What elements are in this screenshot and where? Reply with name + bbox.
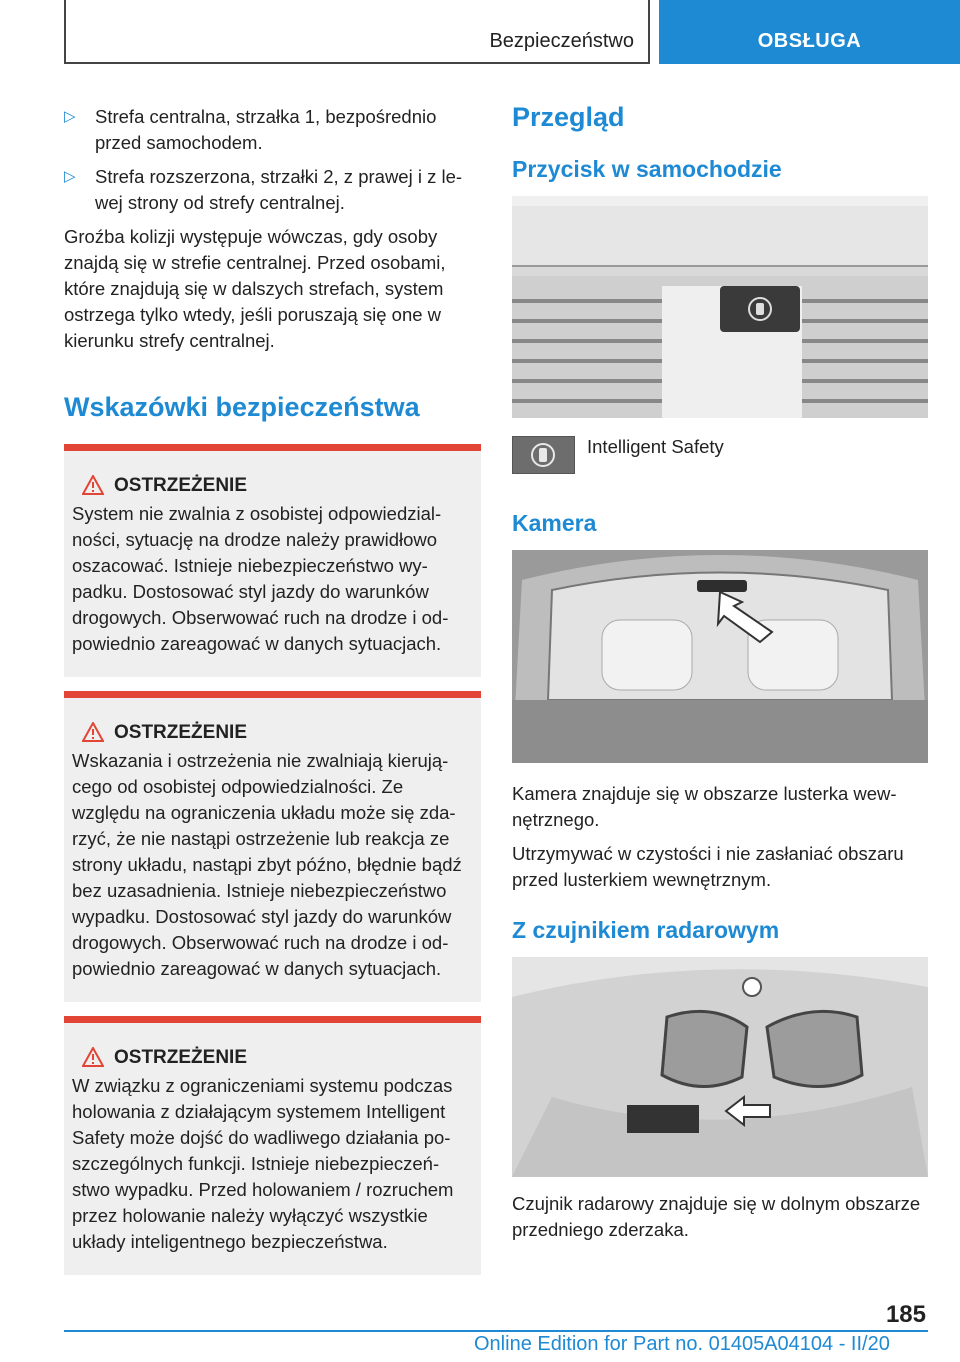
paragraph: Kamera znajduje się w obszarze lusterka wew-nętrznego. <box>512 783 897 830</box>
warning-text: System nie zwalnia z osobistej odpowiedzial-ności, sytuację na drodze należy prawidłowo oszacować. Istnieje niebezpieczeństwo wy-padku. Dostosować styl jazdy do warunków drogowych. Obserwować ruch na drodze i od-powiednio zareagować w danych sytuacjach. <box>72 503 449 654</box>
triangle-bullet-icon: ▷ <box>64 108 76 125</box>
warning-text: W związku z ograniczeniami systemu podczas holowania z działającym systemem Intelligent Safety może dojść do wadliwego działania po-szczególnych funkcji. Istnieje niebezpieczeń-stwo wypadku. Przed holowaniem / rozruchem przez holowanie należy wyłączyć wszystkie układy inteligentnego bezpieczeństwa. <box>72 1075 454 1252</box>
button-legend-label: Intelligent Safety <box>587 436 724 457</box>
footer-edition: Online Edition for Part no. 01405A04104 - II/20 <box>474 1333 890 1355</box>
intelligent-safety-button-icon <box>512 436 575 474</box>
warning-box <box>64 444 481 677</box>
triangle-bullet-icon: ▷ <box>64 168 76 185</box>
list-item <box>64 164 481 216</box>
header-frame <box>64 0 650 64</box>
warning-triangle-icon <box>82 722 104 742</box>
subsection-heading: Kamera <box>512 510 597 536</box>
warning-triangle-icon <box>82 1047 104 1067</box>
header-tab-label: OBSŁUGA <box>757 30 862 52</box>
right-column <box>512 100 928 1251</box>
bullet-text: Strefa centralna, strzałka 1, bezpośrednio przed samochodem. <box>95 106 437 153</box>
subsection-heading: Z czujnikiem radarowym <box>512 917 780 943</box>
bullet-text: Strefa rozszerzona, strzałki 2, z prawej i z le-wej strony od strefy centralnej. <box>95 166 463 213</box>
header-section-title: Bezpieczeństwo <box>489 30 634 52</box>
warning-title: OSTRZEŻENIE <box>72 473 473 499</box>
section-heading: Wskazówki bezpieczeństwa <box>64 392 420 422</box>
radar-location-image <box>512 957 928 1177</box>
button-legend <box>512 434 928 498</box>
footer-divider <box>64 1330 928 1332</box>
subsection-heading: Przycisk w samochodzie <box>512 156 782 182</box>
paragraph: Utrzymywać w czystości i nie zasłaniać obszaru przed lusterkiem wewnętrznym. <box>512 843 904 890</box>
warning-text: Wskazania i ostrzeżenia nie zwalniają kierują-cego od osobistej odpowiedzialności. Ze względu na ograniczenia układu może się zda-rzyć, że nie nastąpi ostrzeżenie lub reakcja ze strony układu, nastąpi zbyt późno, błędnie bądź bez uzasadnienia. Istnieje niebezpieczeństwo wypadku. Dostosować styl jazdy do warunków drogowych. Obserwować ruch na drodze i od-powiednio zareagować w danych sytuacjach. <box>72 750 462 979</box>
left-column <box>64 104 481 1275</box>
page-number: 185 <box>885 1301 926 1328</box>
warning-box <box>64 691 481 1002</box>
dashboard-button-image <box>512 196 928 418</box>
warning-box <box>64 1016 481 1275</box>
warning-triangle-icon <box>82 475 104 495</box>
section-heading: Przegląd <box>512 102 625 132</box>
header-tab[interactable] <box>659 0 960 64</box>
list-item <box>64 104 481 156</box>
warning-title: OSTRZEŻENIE <box>72 1045 473 1071</box>
warning-title: OSTRZEŻENIE <box>72 720 473 746</box>
paragraph: Czujnik radarowy znajduje się w dolnym obszarze przedniego zderzaka. <box>512 1193 921 1240</box>
camera-location-image <box>512 550 928 763</box>
paragraph: Groźba kolizji występuje wówczas, gdy osoby znajdą się w strefie centralnej. Przed osobami, które znajdują się w dalszych strefach, system ostrzega tylko wtedy, jeśli poruszają się one w kierunku strefy centralnej. <box>64 226 446 351</box>
